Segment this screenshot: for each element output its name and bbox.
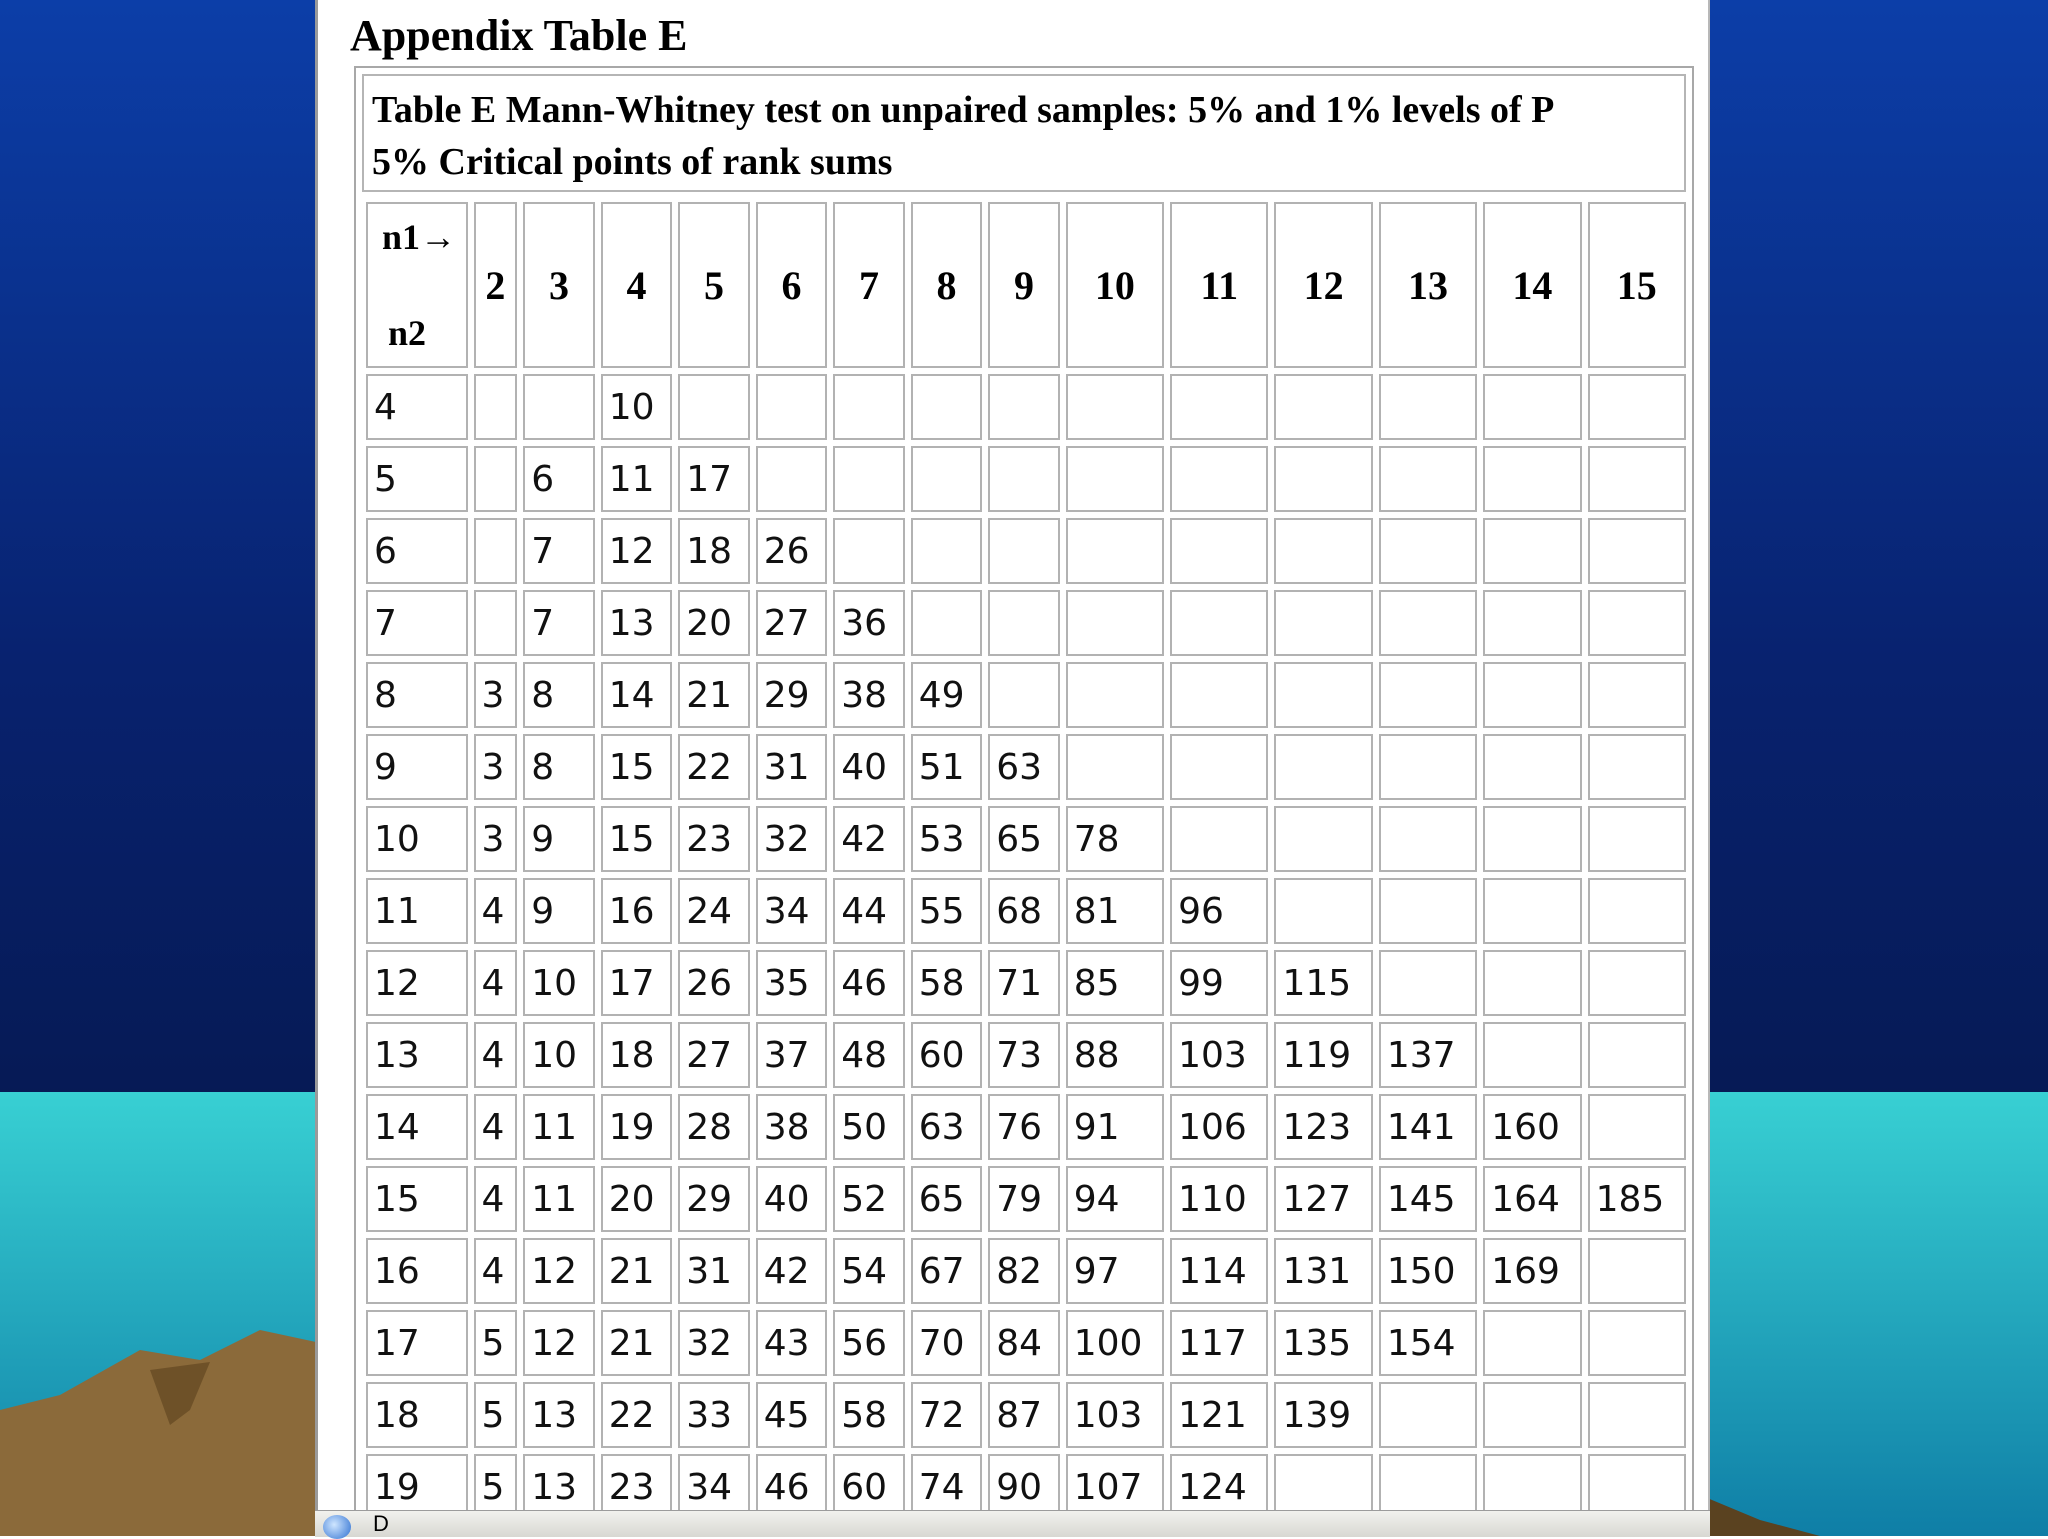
table-cell: 10 [601,374,673,440]
table-cell [1066,374,1164,440]
table-row [366,374,1686,440]
table-cell: 51 [911,734,983,800]
table-cell [1379,734,1477,800]
table-cell [1170,374,1268,440]
table-cell [1483,518,1581,584]
table-row [366,806,1686,872]
column-header: 14 [1483,202,1581,368]
table-cell [1588,590,1686,656]
table-cell: 67 [911,1238,983,1304]
table-cell: 63 [988,734,1060,800]
row-header-n2: 18 [366,1382,468,1448]
table-row [366,1310,1686,1376]
table-cell: 54 [833,1238,905,1304]
table-cell: 58 [833,1382,905,1448]
row-header-n2: 5 [366,446,468,512]
browser-content-window [315,0,1710,1510]
table-cell: 27 [678,1022,750,1088]
table-cell: 90 [988,1454,1060,1510]
table-cell: 53 [911,806,983,872]
status-text: D [373,1511,389,1536]
table-cell: 127 [1274,1166,1372,1232]
table-cell [1483,590,1581,656]
table-cell: 124 [1170,1454,1268,1510]
row-header-n2: 9 [366,734,468,800]
table-cell: 5 [474,1382,518,1448]
table-row [366,1238,1686,1304]
table-cell: 114 [1170,1238,1268,1304]
table-cell: 19 [601,1094,673,1160]
table-cell [1379,374,1477,440]
table-cell [1588,1238,1686,1304]
table-row [366,518,1686,584]
table-cell [1483,662,1581,728]
table-cell: 103 [1066,1382,1164,1448]
table-cell [1588,1382,1686,1448]
table-cell: 46 [833,950,905,1016]
table-cell: 107 [1066,1454,1164,1510]
table-cell: 123 [1274,1094,1372,1160]
column-header: 4 [601,202,673,368]
table-cell: 23 [678,806,750,872]
table-cell [1170,806,1268,872]
table-cell: 13 [523,1454,595,1510]
table-cell [1483,1454,1581,1510]
rank-sum-table [360,196,1692,1510]
table-cell: 9 [523,878,595,944]
row-header-n2: 8 [366,662,468,728]
table-cell: 103 [1170,1022,1268,1088]
table-cell: 74 [911,1454,983,1510]
table-cell: 65 [988,806,1060,872]
table-cell: 79 [988,1166,1060,1232]
column-header: 9 [988,202,1060,368]
table-cell: 137 [1379,1022,1477,1088]
table-cell: 119 [1274,1022,1372,1088]
table-cell: 18 [601,1022,673,1088]
table-cell [1170,662,1268,728]
table-cell [1066,446,1164,512]
table-cell [1379,590,1477,656]
table-row [366,950,1686,1016]
row-header-n2: 19 [366,1454,468,1510]
table-cell: 73 [988,1022,1060,1088]
row-header-n2: 6 [366,518,468,584]
table-cell [1588,1094,1686,1160]
table-cell: 12 [523,1238,595,1304]
table-cell: 7 [523,590,595,656]
table-cell [523,374,595,440]
table-cell: 4 [474,878,518,944]
table-cell: 71 [988,950,1060,1016]
table-cell: 40 [833,734,905,800]
table-cell [474,590,518,656]
table-cell: 17 [601,950,673,1016]
table-cell: 56 [833,1310,905,1376]
table-cell [1379,446,1477,512]
table-cell: 9 [523,806,595,872]
table-cell [1588,446,1686,512]
table-cell: 3 [474,806,518,872]
table-cell: 42 [756,1238,828,1304]
table-cell: 44 [833,878,905,944]
row-header-n2: 11 [366,878,468,944]
table-cell [1066,662,1164,728]
table-cell: 60 [833,1454,905,1510]
table-cell: 34 [756,878,828,944]
table-cell: 76 [988,1094,1060,1160]
table-cell [911,518,983,584]
table-cell: 36 [833,590,905,656]
table-caption [362,74,1686,192]
table-cell [1274,1454,1372,1510]
table-cell [1170,734,1268,800]
table-cell: 115 [1274,950,1372,1016]
corner-header [366,202,468,368]
table-cell: 100 [1066,1310,1164,1376]
table-cell: 55 [911,878,983,944]
table-row [366,878,1686,944]
table-cell: 139 [1274,1382,1372,1448]
table-cell: 12 [601,518,673,584]
caption-line-2: 5% Critical points of rank sums [372,141,893,183]
table-cell [1379,1382,1477,1448]
table-cell: 14 [601,662,673,728]
table-row [366,1454,1686,1510]
header-row [366,202,1686,368]
table-cell [474,374,518,440]
table-frame [354,66,1694,1510]
table-cell: 4 [474,1166,518,1232]
table-cell: 10 [523,950,595,1016]
table-cell [1170,446,1268,512]
table-cell: 88 [1066,1022,1164,1088]
table-cell [1066,518,1164,584]
table-cell: 70 [911,1310,983,1376]
row-header-n2: 15 [366,1166,468,1232]
table-cell [1274,374,1372,440]
table-cell: 20 [601,1166,673,1232]
table-cell [1588,950,1686,1016]
table-cell [1274,662,1372,728]
table-cell: 17 [678,446,750,512]
table-cell [988,446,1060,512]
table-cell: 72 [911,1382,983,1448]
table-cell [678,374,750,440]
table-cell: 50 [833,1094,905,1160]
table-cell: 58 [911,950,983,1016]
row-header-n2: 12 [366,950,468,1016]
table-cell [1483,1310,1581,1376]
table-cell [1379,950,1477,1016]
table-cell: 145 [1379,1166,1477,1232]
table-cell: 97 [1066,1238,1164,1304]
table-cell: 160 [1483,1094,1581,1160]
table-cell [1483,950,1581,1016]
table-cell [474,518,518,584]
table-cell [833,374,905,440]
table-cell: 11 [523,1166,595,1232]
table-cell [1274,878,1372,944]
column-header: 3 [523,202,595,368]
table-cell: 49 [911,662,983,728]
row-header-n2: 16 [366,1238,468,1304]
table-cell: 106 [1170,1094,1268,1160]
table-cell: 84 [988,1310,1060,1376]
row-header-n2: 7 [366,590,468,656]
table-cell [1588,518,1686,584]
table-cell [1170,518,1268,584]
table-cell: 21 [678,662,750,728]
table-row [366,1022,1686,1088]
table-cell [1483,1022,1581,1088]
table-cell: 4 [474,1022,518,1088]
table-cell: 8 [523,662,595,728]
table-cell: 52 [833,1166,905,1232]
row-header-n2: 4 [366,374,468,440]
n1-label: n1→ [382,217,457,257]
table-cell: 121 [1170,1382,1268,1448]
table-row [366,1094,1686,1160]
table-cell: 24 [678,878,750,944]
table-cell: 164 [1483,1166,1581,1232]
table-cell [988,590,1060,656]
table-cell: 63 [911,1094,983,1160]
table-cell [1379,518,1477,584]
table-cell: 154 [1379,1310,1477,1376]
table-cell: 5 [474,1454,518,1510]
table-cell: 13 [523,1382,595,1448]
table-cell [1379,1454,1477,1510]
table-cell: 6 [523,446,595,512]
column-header: 10 [1066,202,1164,368]
table-cell: 26 [678,950,750,1016]
table-cell [1483,734,1581,800]
table-cell: 22 [601,1382,673,1448]
table-row [366,446,1686,512]
row-header-n2: 13 [366,1022,468,1088]
table-cell [1274,446,1372,512]
table-cell: 117 [1170,1310,1268,1376]
table-cell: 15 [601,734,673,800]
table-cell [1588,374,1686,440]
table-row [366,1166,1686,1232]
table-cell [911,590,983,656]
column-header: 12 [1274,202,1372,368]
table-cell: 5 [474,1310,518,1376]
table-cell: 28 [678,1094,750,1160]
table-cell: 35 [756,950,828,1016]
table-cell: 43 [756,1310,828,1376]
table-cell: 29 [756,662,828,728]
table-cell [1588,878,1686,944]
table-cell: 29 [678,1166,750,1232]
table-cell [1483,446,1581,512]
row-header-n2: 10 [366,806,468,872]
table-cell: 78 [1066,806,1164,872]
status-bar [315,1510,1710,1537]
table-cell: 27 [756,590,828,656]
n2-label: n2 [388,313,427,353]
column-header: 2 [474,202,518,368]
table-cell [1066,734,1164,800]
table-cell [833,518,905,584]
table-cell: 3 [474,734,518,800]
table-cell: 46 [756,1454,828,1510]
page-title: Appendix Table E [350,11,688,60]
table-cell: 16 [601,878,673,944]
page-icon [323,1515,351,1539]
table-cell: 13 [601,590,673,656]
table-cell: 38 [756,1094,828,1160]
table-cell [1170,590,1268,656]
table-row [366,662,1686,728]
table-cell: 31 [756,734,828,800]
table-cell: 48 [833,1022,905,1088]
table-cell: 11 [523,1094,595,1160]
table-cell: 11 [601,446,673,512]
table-cell [1274,590,1372,656]
table-cell [1483,1382,1581,1448]
caption-line-1: Table E Mann-Whitney test on unpaired samples: 5% and 1% levels of P [372,89,1555,131]
table-row [366,590,1686,656]
row-header-n2: 17 [366,1310,468,1376]
table-cell: 131 [1274,1238,1372,1304]
table-cell: 38 [833,662,905,728]
table-cell: 94 [1066,1166,1164,1232]
table-cell [1379,878,1477,944]
table-cell: 91 [1066,1094,1164,1160]
column-header: 8 [911,202,983,368]
table-cell: 42 [833,806,905,872]
table-cell [474,446,518,512]
column-header: 6 [756,202,828,368]
table-cell [833,446,905,512]
table-cell: 4 [474,1094,518,1160]
table-cell [911,446,983,512]
table-cell: 8 [523,734,595,800]
table-cell [1379,806,1477,872]
table-cell: 185 [1588,1166,1686,1232]
table-cell: 31 [678,1238,750,1304]
table-cell [988,518,1060,584]
table-cell [756,374,828,440]
column-header: 13 [1379,202,1477,368]
table-cell: 22 [678,734,750,800]
table-cell [1274,518,1372,584]
table-cell: 34 [678,1454,750,1510]
table-cell: 23 [601,1454,673,1510]
table-cell: 37 [756,1022,828,1088]
table-cell: 65 [911,1166,983,1232]
table-cell: 96 [1170,878,1268,944]
table-cell: 87 [988,1382,1060,1448]
table-row [366,1382,1686,1448]
table-cell [1588,806,1686,872]
table-cell [1588,662,1686,728]
table-cell [1483,806,1581,872]
table-cell: 7 [523,518,595,584]
table-cell: 15 [601,806,673,872]
table-cell: 10 [523,1022,595,1088]
table-cell [756,446,828,512]
table-cell [911,374,983,440]
table-cell: 60 [911,1022,983,1088]
table-cell: 81 [1066,878,1164,944]
column-header: 11 [1170,202,1268,368]
table-cell: 12 [523,1310,595,1376]
table-cell [1274,806,1372,872]
table-cell: 68 [988,878,1060,944]
table-cell: 169 [1483,1238,1581,1304]
table-cell: 135 [1274,1310,1372,1376]
column-header: 15 [1588,202,1686,368]
table-cell: 32 [756,806,828,872]
table-cell [988,662,1060,728]
table-cell [1588,1310,1686,1376]
table-cell: 21 [601,1310,673,1376]
table-row [366,734,1686,800]
table-cell [1588,734,1686,800]
table-cell: 4 [474,950,518,1016]
table-cell [1483,374,1581,440]
table-cell: 21 [601,1238,673,1304]
table-cell: 3 [474,662,518,728]
table-cell [988,374,1060,440]
column-header: 7 [833,202,905,368]
table-cell: 150 [1379,1238,1477,1304]
table-cell: 26 [756,518,828,584]
table-cell [1379,662,1477,728]
table-cell: 85 [1066,950,1164,1016]
table-cell: 40 [756,1166,828,1232]
table-cell: 82 [988,1238,1060,1304]
row-header-n2: 14 [366,1094,468,1160]
table-cell: 33 [678,1382,750,1448]
table-cell: 32 [678,1310,750,1376]
table-cell: 99 [1170,950,1268,1016]
table-cell [1483,878,1581,944]
table-cell [1066,590,1164,656]
table-cell: 141 [1379,1094,1477,1160]
table-cell: 45 [756,1382,828,1448]
table-cell: 110 [1170,1166,1268,1232]
table-cell: 4 [474,1238,518,1304]
table-cell [1588,1454,1686,1510]
table-cell [1588,1022,1686,1088]
table-cell [1274,734,1372,800]
column-header: 5 [678,202,750,368]
table-cell: 18 [678,518,750,584]
table-cell: 20 [678,590,750,656]
